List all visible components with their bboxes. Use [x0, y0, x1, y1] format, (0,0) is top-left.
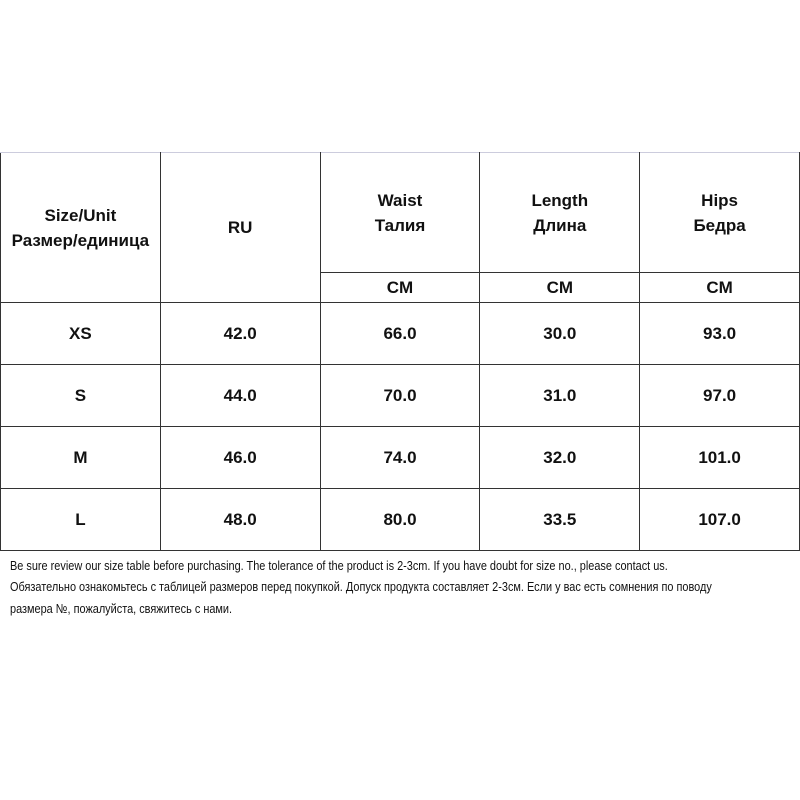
- table-row: [1, 303, 800, 365]
- header-hips-en: Hips: [701, 190, 739, 210]
- cell-length: 31.0: [480, 365, 640, 427]
- cell-waist: 74.0: [320, 427, 480, 489]
- header-waist-ru: Талия: [374, 215, 426, 235]
- cell-ru: 48.0: [160, 489, 320, 551]
- cell-waist: 70.0: [320, 365, 480, 427]
- note-russian-line2: размера №, пожалуйста, свяжитесь с нами.: [10, 601, 233, 616]
- header-size-unit-en: Size/Unit: [44, 205, 117, 225]
- header-ru: RU: [160, 153, 320, 303]
- cell-length: 30.0: [480, 303, 640, 365]
- cell-hips: 107.0: [640, 489, 800, 551]
- header-length-ru: Длина: [533, 215, 587, 235]
- table-row: [1, 365, 800, 427]
- header-row: [1, 153, 800, 273]
- header-size-unit-ru: Размер/единица: [11, 230, 150, 250]
- header-length-en: Length: [531, 190, 589, 210]
- table-row: [1, 427, 800, 489]
- cell-length: 33.5: [480, 489, 640, 551]
- header-waist-en: Waist: [377, 190, 423, 210]
- cell-size: S: [1, 365, 161, 427]
- cell-size: L: [1, 489, 161, 551]
- table-row: [1, 489, 800, 551]
- cell-size: M: [1, 427, 161, 489]
- header-hips-ru: Бедра: [693, 215, 746, 235]
- unit-waist: CM: [320, 273, 480, 303]
- cell-hips: 101.0: [640, 427, 800, 489]
- unit-length: CM: [480, 273, 640, 303]
- cell-ru: 46.0: [160, 427, 320, 489]
- cell-ru: 42.0: [160, 303, 320, 365]
- cell-length: 32.0: [480, 427, 640, 489]
- note-russian-line1: Обязательно ознакомьтесь с таблицей размеров перед покупкой. Допуск продукта составляет 2-3см. Если у вас есть сомнения по поводу: [10, 579, 712, 594]
- cell-ru: 44.0: [160, 365, 320, 427]
- cell-hips: 93.0: [640, 303, 800, 365]
- header-hips: [640, 153, 800, 273]
- header-length: [480, 153, 640, 273]
- header-waist: [320, 153, 480, 273]
- header-size-unit: [1, 153, 161, 303]
- size-chart-table: [0, 152, 800, 551]
- cell-size: XS: [1, 303, 161, 365]
- note-english: Be sure review our size table before purchasing. The tolerance of the product is 2-3cm. If you have doubt for size no., please contact us.: [10, 558, 668, 573]
- cell-waist: 80.0: [320, 489, 480, 551]
- cell-waist: 66.0: [320, 303, 480, 365]
- unit-hips: CM: [640, 273, 800, 303]
- cell-hips: 97.0: [640, 365, 800, 427]
